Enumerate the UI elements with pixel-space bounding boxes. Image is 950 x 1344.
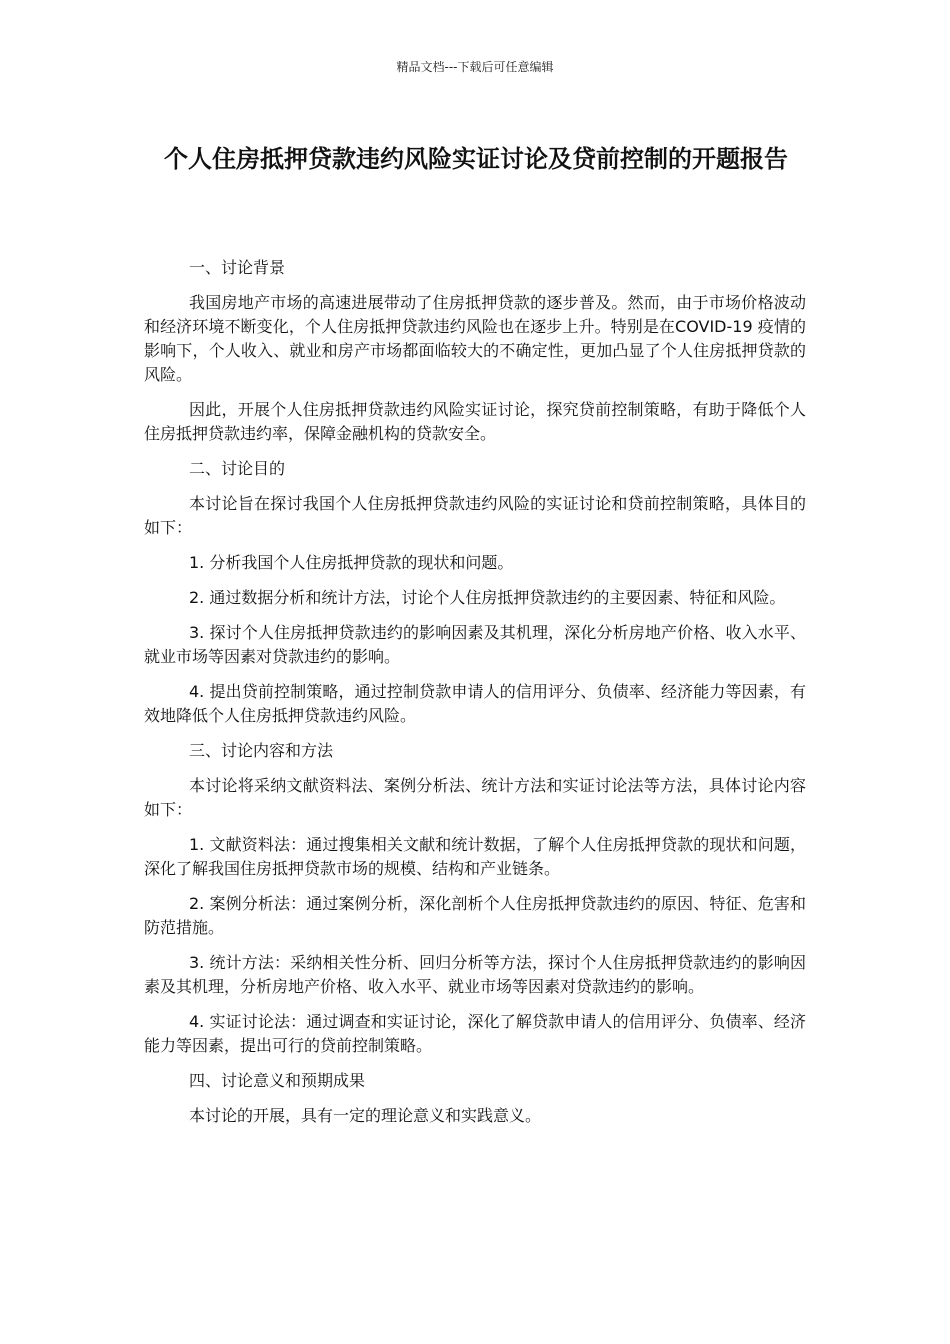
list-item: 4. 实证讨论法：通过调查和实证讨论，深化了解贷款申请人的信用评分、负债率、经济能力等因素，提出可行的贷前控制策略。 <box>144 1012 806 1055</box>
header-note: 精品文档---下载后可任意编辑 <box>396 60 554 74</box>
list-item: 3. 统计方法：采纳相关性分析、回归分析等方法，探讨个人住房抵押贷款违约的影响因素及其机理，分析房地产价格、收入水平、就业市场等因素对贷款违约的影响。 <box>144 953 806 996</box>
list-item: 1. 文献资料法：通过搜集相关文献和统计数据，了解个人住房抵押贷款的现状和问题，深化了解我国住房抵押贷款市场的规模、结构和产业链条。 <box>144 835 806 878</box>
list-item: 2. 通过数据分析和统计方法，讨论个人住房抵押贷款违约的主要因素、特征和风险。 <box>189 588 786 607</box>
section-heading-content-methods: 三、讨论内容和方法 <box>189 741 334 760</box>
list-item: 3. 探讨个人住房抵押贷款违约的影响因素及其机理，深化分析房地产价格、收入水平、就业市场等因素对贷款违约的影响。 <box>144 623 806 666</box>
paragraph: 本讨论将采纳文献资料法、案例分析法、统计方法和实证讨论法等方法，具体讨论内容如下： <box>144 776 806 819</box>
list-item: 1. 分析我国个人住房抵押贷款的现状和问题。 <box>189 553 514 572</box>
paragraph: 本讨论的开展，具有一定的理论意义和实践意义。 <box>189 1106 542 1125</box>
section-heading-purpose: 二、讨论目的 <box>189 459 286 478</box>
paragraph: 本讨论旨在探讨我国个人住房抵押贷款违约风险的实证讨论和贷前控制策略，具体目的如下： <box>144 494 806 537</box>
paragraph: 因此，开展个人住房抵押贷款违约风险实证讨论，探究贷前控制策略，有助于降低个人住房抵押贷款违约率，保障金融机构的贷款安全。 <box>144 400 806 443</box>
list-item: 2. 案例分析法：通过案例分析，深化剖析个人住房抵押贷款违约的原因、特征、危害和防范措施。 <box>144 894 806 937</box>
document-title: 个人住房抵押贷款违约风险实证讨论及贷前控制的开题报告 <box>164 145 788 173</box>
paragraph: 我国房地产市场的高速进展带动了住房抵押贷款的逐步普及。然而，由于市场价格波动和经济环境不断变化，个人住房抵押贷款违约风险也在逐步上升。特别是在COVID-19 疫情的影响下，个人收入、就业和房产市场都面临较大的不确定性，更加凸显了个人住房抵押贷款的风险。 <box>144 293 806 384</box>
document-body <box>144 256 806 1139</box>
section-heading-background: 一、讨论背景 <box>189 258 286 277</box>
section-heading-significance: 四、讨论意义和预期成果 <box>189 1071 366 1090</box>
list-item: 4. 提出贷前控制策略，通过控制贷款申请人的信用评分、负债率、经济能力等因素，有效地降低个人住房抵押贷款违约风险。 <box>144 682 806 725</box>
